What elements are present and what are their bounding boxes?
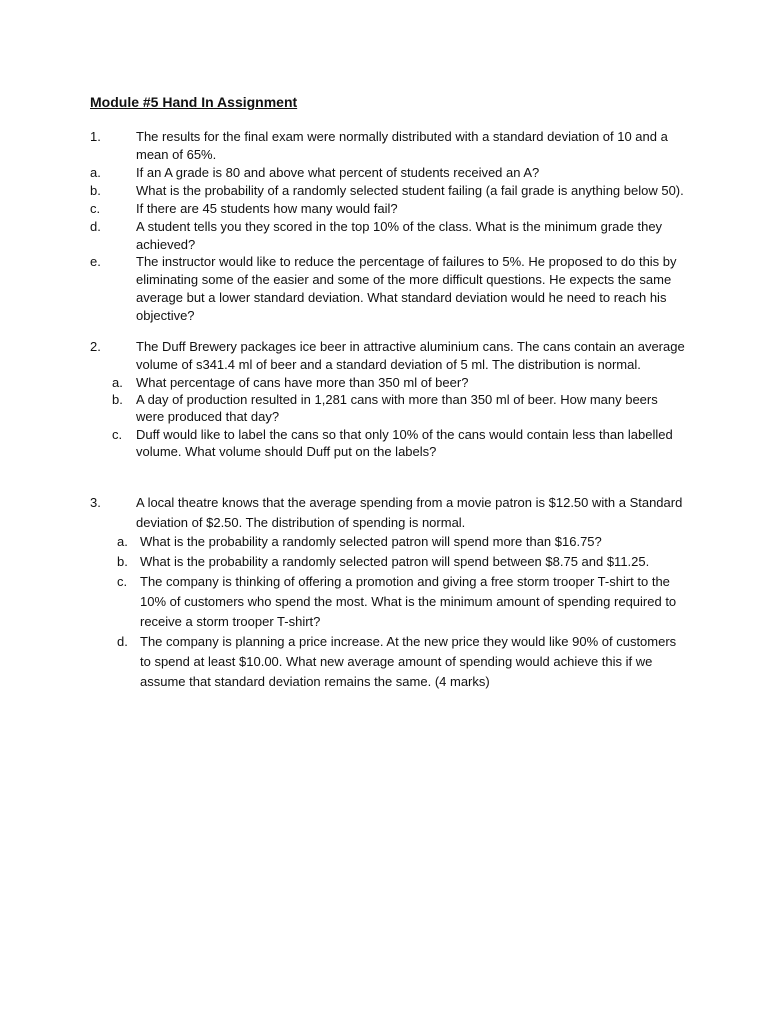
part-label: a. — [117, 534, 128, 549]
part-label: c. — [112, 427, 123, 442]
part-text: to spend at least $10.00. What new average amount of spending would achieve this if we — [140, 654, 653, 669]
question-number: 3. — [90, 495, 101, 510]
part-label: b. — [112, 392, 123, 407]
part-text: Duff would like to label the cans so that only 10% of the cans would contain less than labelled — [136, 427, 673, 442]
part-label: b. — [90, 183, 101, 198]
part-text: 10% of customers who spend the most. What is the minimum amount of spending required to — [140, 594, 677, 609]
part-label: d. — [90, 219, 101, 234]
part-text: achieved? — [136, 237, 196, 252]
part-text: assume that standard deviation remains the same. (4 marks) — [140, 674, 490, 689]
question-stem-line: volume of s341.4 ml of beer and a standard deviation of 5 ml. The distribution is normal. — [136, 357, 641, 372]
part-label: c. — [117, 574, 128, 589]
question-stem-line: The Duff Brewery packages ice beer in attractive aluminium cans. The cans contain an average — [136, 339, 685, 354]
part-label: b. — [117, 554, 128, 569]
part-text: The instructor would like to reduce the percentage of failures to 5%. He proposed to do this by — [136, 254, 677, 269]
question-stem-line: A local theatre knows that the average spending from a movie patron is $12.50 with a Standard — [136, 495, 683, 510]
part-text: receive a storm trooper T-shirt? — [140, 614, 321, 629]
part-text: A day of production resulted in 1,281 cans with more than 350 ml of beer. How many beers — [136, 392, 658, 407]
question-number: 1. — [90, 129, 101, 144]
part-text: What percentage of cans have more than 350 ml of beer? — [136, 375, 469, 390]
part-text: A student tells you they scored in the top 10% of the class. What is the minimum grade they — [136, 219, 663, 234]
part-text: What is the probability a randomly selected patron will spend more than $16.75? — [140, 534, 602, 549]
part-label: c. — [90, 201, 101, 216]
part-text: What is the probability of a randomly selected student failing (a fail grade is anything below 50). — [136, 183, 684, 198]
part-label: d. — [117, 634, 128, 649]
part-text: If there are 45 students how many would fail? — [136, 201, 398, 216]
part-text: The company is thinking of offering a promotion and giving a free storm trooper T-shirt to the — [140, 574, 670, 589]
part-label: a. — [90, 165, 101, 180]
part-label: a. — [112, 375, 123, 390]
question-stem-line: mean of 65%. — [136, 147, 217, 162]
part-label: e. — [90, 254, 101, 269]
part-text: eliminating some of the easier and some of the more difficult questions. He expects the same — [136, 272, 672, 287]
question-stem-line: deviation of $2.50. The distribution of spending is normal. — [136, 515, 466, 530]
part-text: average but a lower standard deviation. What standard deviation would he need to reach his — [136, 290, 667, 305]
page-title: Module #5 Hand In Assignment — [90, 94, 298, 110]
part-text: If an A grade is 80 and above what percent of students received an A? — [136, 165, 540, 180]
part-text: were produced that day? — [136, 409, 280, 424]
question-number: 2. — [90, 339, 101, 354]
part-text: What is the probability a randomly selected patron will spend between $8.75 and $11.25. — [140, 554, 650, 569]
question-stem-line: The results for the final exam were normally distributed with a standard deviation of 10 and a — [136, 129, 668, 144]
part-text: The company is planning a price increase. At the new price they would like 90% of customers — [140, 634, 677, 649]
part-text: volume. What volume should Duff put on the labels? — [136, 444, 437, 459]
part-text: objective? — [136, 308, 195, 323]
